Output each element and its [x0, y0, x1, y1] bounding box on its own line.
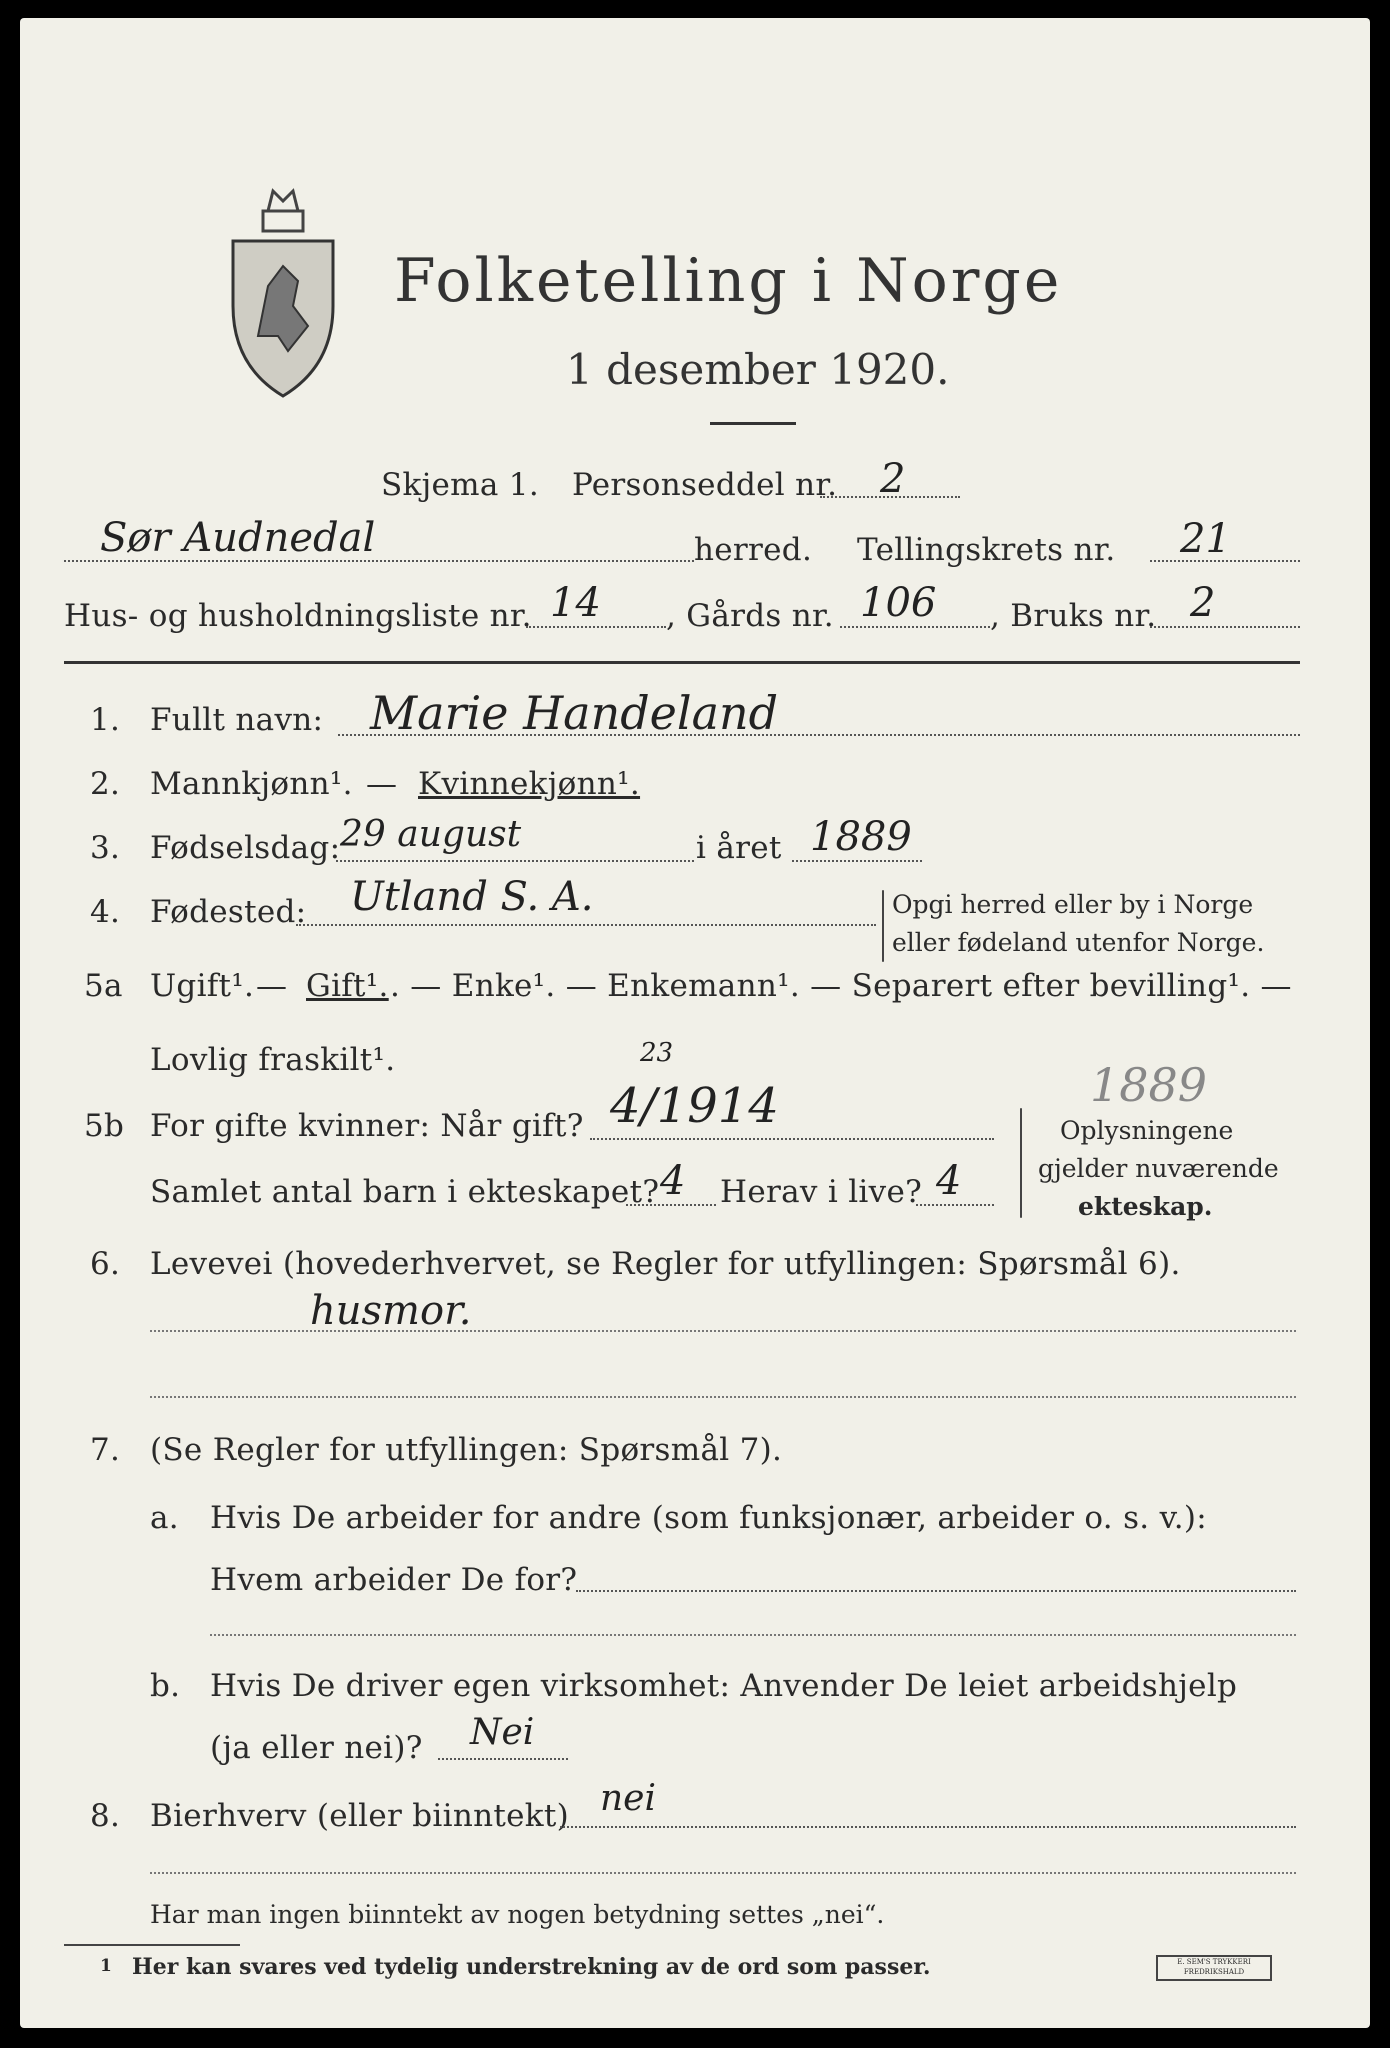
q8-line: [560, 1826, 1296, 1828]
q5b-value: 4/1914: [610, 1078, 779, 1134]
q7b-letter: b.: [150, 1668, 181, 1704]
q4-note-2: eller fødeland utenfor Norge.: [892, 928, 1265, 957]
husliste-value: 14: [550, 580, 601, 626]
q2-separator: —: [366, 766, 398, 802]
q3-aaret-value: 1889: [810, 814, 912, 860]
q3-label: Fødselsdag:: [150, 830, 341, 866]
q5b-note-2: gjelder nuværende: [1038, 1154, 1279, 1183]
q5b-note-3: ekteskap.: [1078, 1192, 1213, 1221]
tellingskrets-label: Tellingskrets nr.: [857, 532, 1116, 568]
q7a-line: [576, 1590, 1296, 1592]
q8-value: nei: [600, 1778, 657, 1819]
q1-label: Fullt navn:: [150, 702, 324, 738]
footnote-mark: 1: [100, 1956, 112, 1976]
q8-number: 8.: [90, 1798, 121, 1834]
herred-line: [64, 560, 694, 562]
q2-kvinne: Kvinnekjønn¹.: [418, 766, 641, 802]
q5b-barn-value: 4: [660, 1158, 686, 1204]
husliste-label: Hus- og husholdningsliste nr.: [64, 598, 532, 634]
q1-line: [338, 734, 1300, 736]
q5a-dash: —: [256, 968, 288, 1004]
q7a-text: Hvis De arbeider for andre (som funksjonær, arbeider o. s. v.):: [210, 1500, 1208, 1536]
q4-line: [296, 924, 876, 926]
footnote-rule: [64, 1944, 240, 1946]
q7b-text: Hvis De driver egen virksomhet: Anvender De leiet arbeidshjelp: [210, 1668, 1238, 1704]
q7-label: (Se Regler for utfyllingen: Spørsmål 7).: [150, 1432, 783, 1468]
bruks-line: [1150, 626, 1300, 628]
q5b-barn-label: Samlet antal barn i ekteskapet?: [150, 1174, 660, 1210]
q2-mann: Mannkjønn¹.: [150, 766, 353, 802]
q5b-live-value: 4: [936, 1158, 962, 1204]
q5b-live-line: [916, 1204, 994, 1206]
q5b-live-label: Herav i live?: [720, 1174, 923, 1210]
census-form: [20, 18, 1370, 2028]
footnote-text: Her kan svares ved tydelig understrekning av de ord som passer.: [132, 1954, 931, 1980]
coat-of-arms-icon: [228, 186, 338, 404]
q6-line-1: [150, 1330, 1296, 1332]
q4-note-1: Opgi herred eller by i Norge: [892, 890, 1254, 919]
q7b-line: [438, 1758, 568, 1760]
q8-line-2: [150, 1872, 1296, 1874]
q4-value: Utland S. A.: [350, 874, 594, 920]
q5b-margin-note: 1889: [1090, 1058, 1208, 1112]
schema-label: Skjema 1.: [381, 467, 539, 503]
q5a-rest: . — Enke¹. — Enkemann¹. — Separert efter bevilling¹. —: [390, 968, 1292, 1004]
q6-number: 6.: [90, 1246, 121, 1282]
q3-aaret-label: i året: [696, 830, 782, 866]
herred-label: herred.: [694, 532, 813, 568]
q5b-day: 23: [640, 1038, 674, 1068]
q1-value: Marie Handeland: [370, 686, 779, 740]
gards-value: 106: [860, 580, 937, 626]
form-date: 1 desember 1920.: [566, 345, 950, 394]
q4-number: 4.: [90, 894, 121, 930]
q6-value: husmor.: [310, 1288, 472, 1334]
q2-number: 2.: [90, 766, 121, 802]
q5b-number: 5b: [84, 1108, 125, 1144]
q4-label: Fødested:: [150, 894, 307, 930]
bruks-label: , Bruks nr.: [990, 598, 1157, 634]
husliste-line: [526, 626, 666, 628]
q7-number: 7.: [90, 1432, 121, 1468]
q5a-ugift: Ugift¹.: [150, 968, 255, 1004]
gards-line: [840, 626, 990, 628]
q7b-question: (ja eller nei)?: [210, 1730, 423, 1766]
q5a-number: 5a: [84, 968, 123, 1004]
q6-line-2: [150, 1396, 1296, 1398]
tellingskrets-value: 21: [1180, 516, 1231, 562]
q3-aaret-line: [792, 860, 922, 862]
q5a-line2: Lovlig fraskilt¹.: [150, 1042, 396, 1078]
printer-stamp: E. SEM'S TRYKKERI FREDRIKSHALD: [1156, 1955, 1272, 1981]
bruks-value: 2: [1190, 580, 1216, 626]
q6-label: Levevei (hovederhvervet, se Regler for utfyllingen: Spørsmål 6).: [150, 1246, 1181, 1282]
q5a-gift: Gift¹.: [306, 968, 389, 1004]
q5b-brace: [1020, 1108, 1022, 1218]
q4-brace: [882, 890, 884, 962]
q5b-note-1: Oplysningene: [1060, 1116, 1234, 1145]
q3-number: 3.: [90, 830, 121, 866]
personseddel-value: 2: [880, 456, 906, 502]
gards-label: , Gårds nr.: [666, 598, 834, 634]
form-title: Folketelling i Norge: [394, 246, 1063, 316]
personseddel-label: Personseddel nr.: [572, 467, 838, 503]
q1-number: 1.: [90, 702, 121, 738]
q5b-line: [590, 1138, 994, 1140]
q3-value: 29 august: [340, 814, 522, 855]
q8-label: Bierhverv (eller biinntekt): [150, 1798, 570, 1834]
q7a-letter: a.: [150, 1500, 179, 1536]
herred-value: Sør Audnedal: [100, 515, 376, 561]
q7a-line-2: [210, 1634, 1296, 1636]
q5b-barn-line: [626, 1204, 716, 1206]
q5b-label: For gifte kvinner: Når gift?: [150, 1108, 584, 1144]
footer-note: Har man ingen biinntekt av nogen betydning settes „nei“.: [150, 1900, 885, 1929]
q3-line: [336, 860, 694, 862]
title-divider: [710, 422, 796, 425]
header-separator: [64, 661, 1300, 664]
q7a-question: Hvem arbeider De for?: [210, 1562, 578, 1598]
q7b-value: Nei: [470, 1712, 535, 1753]
